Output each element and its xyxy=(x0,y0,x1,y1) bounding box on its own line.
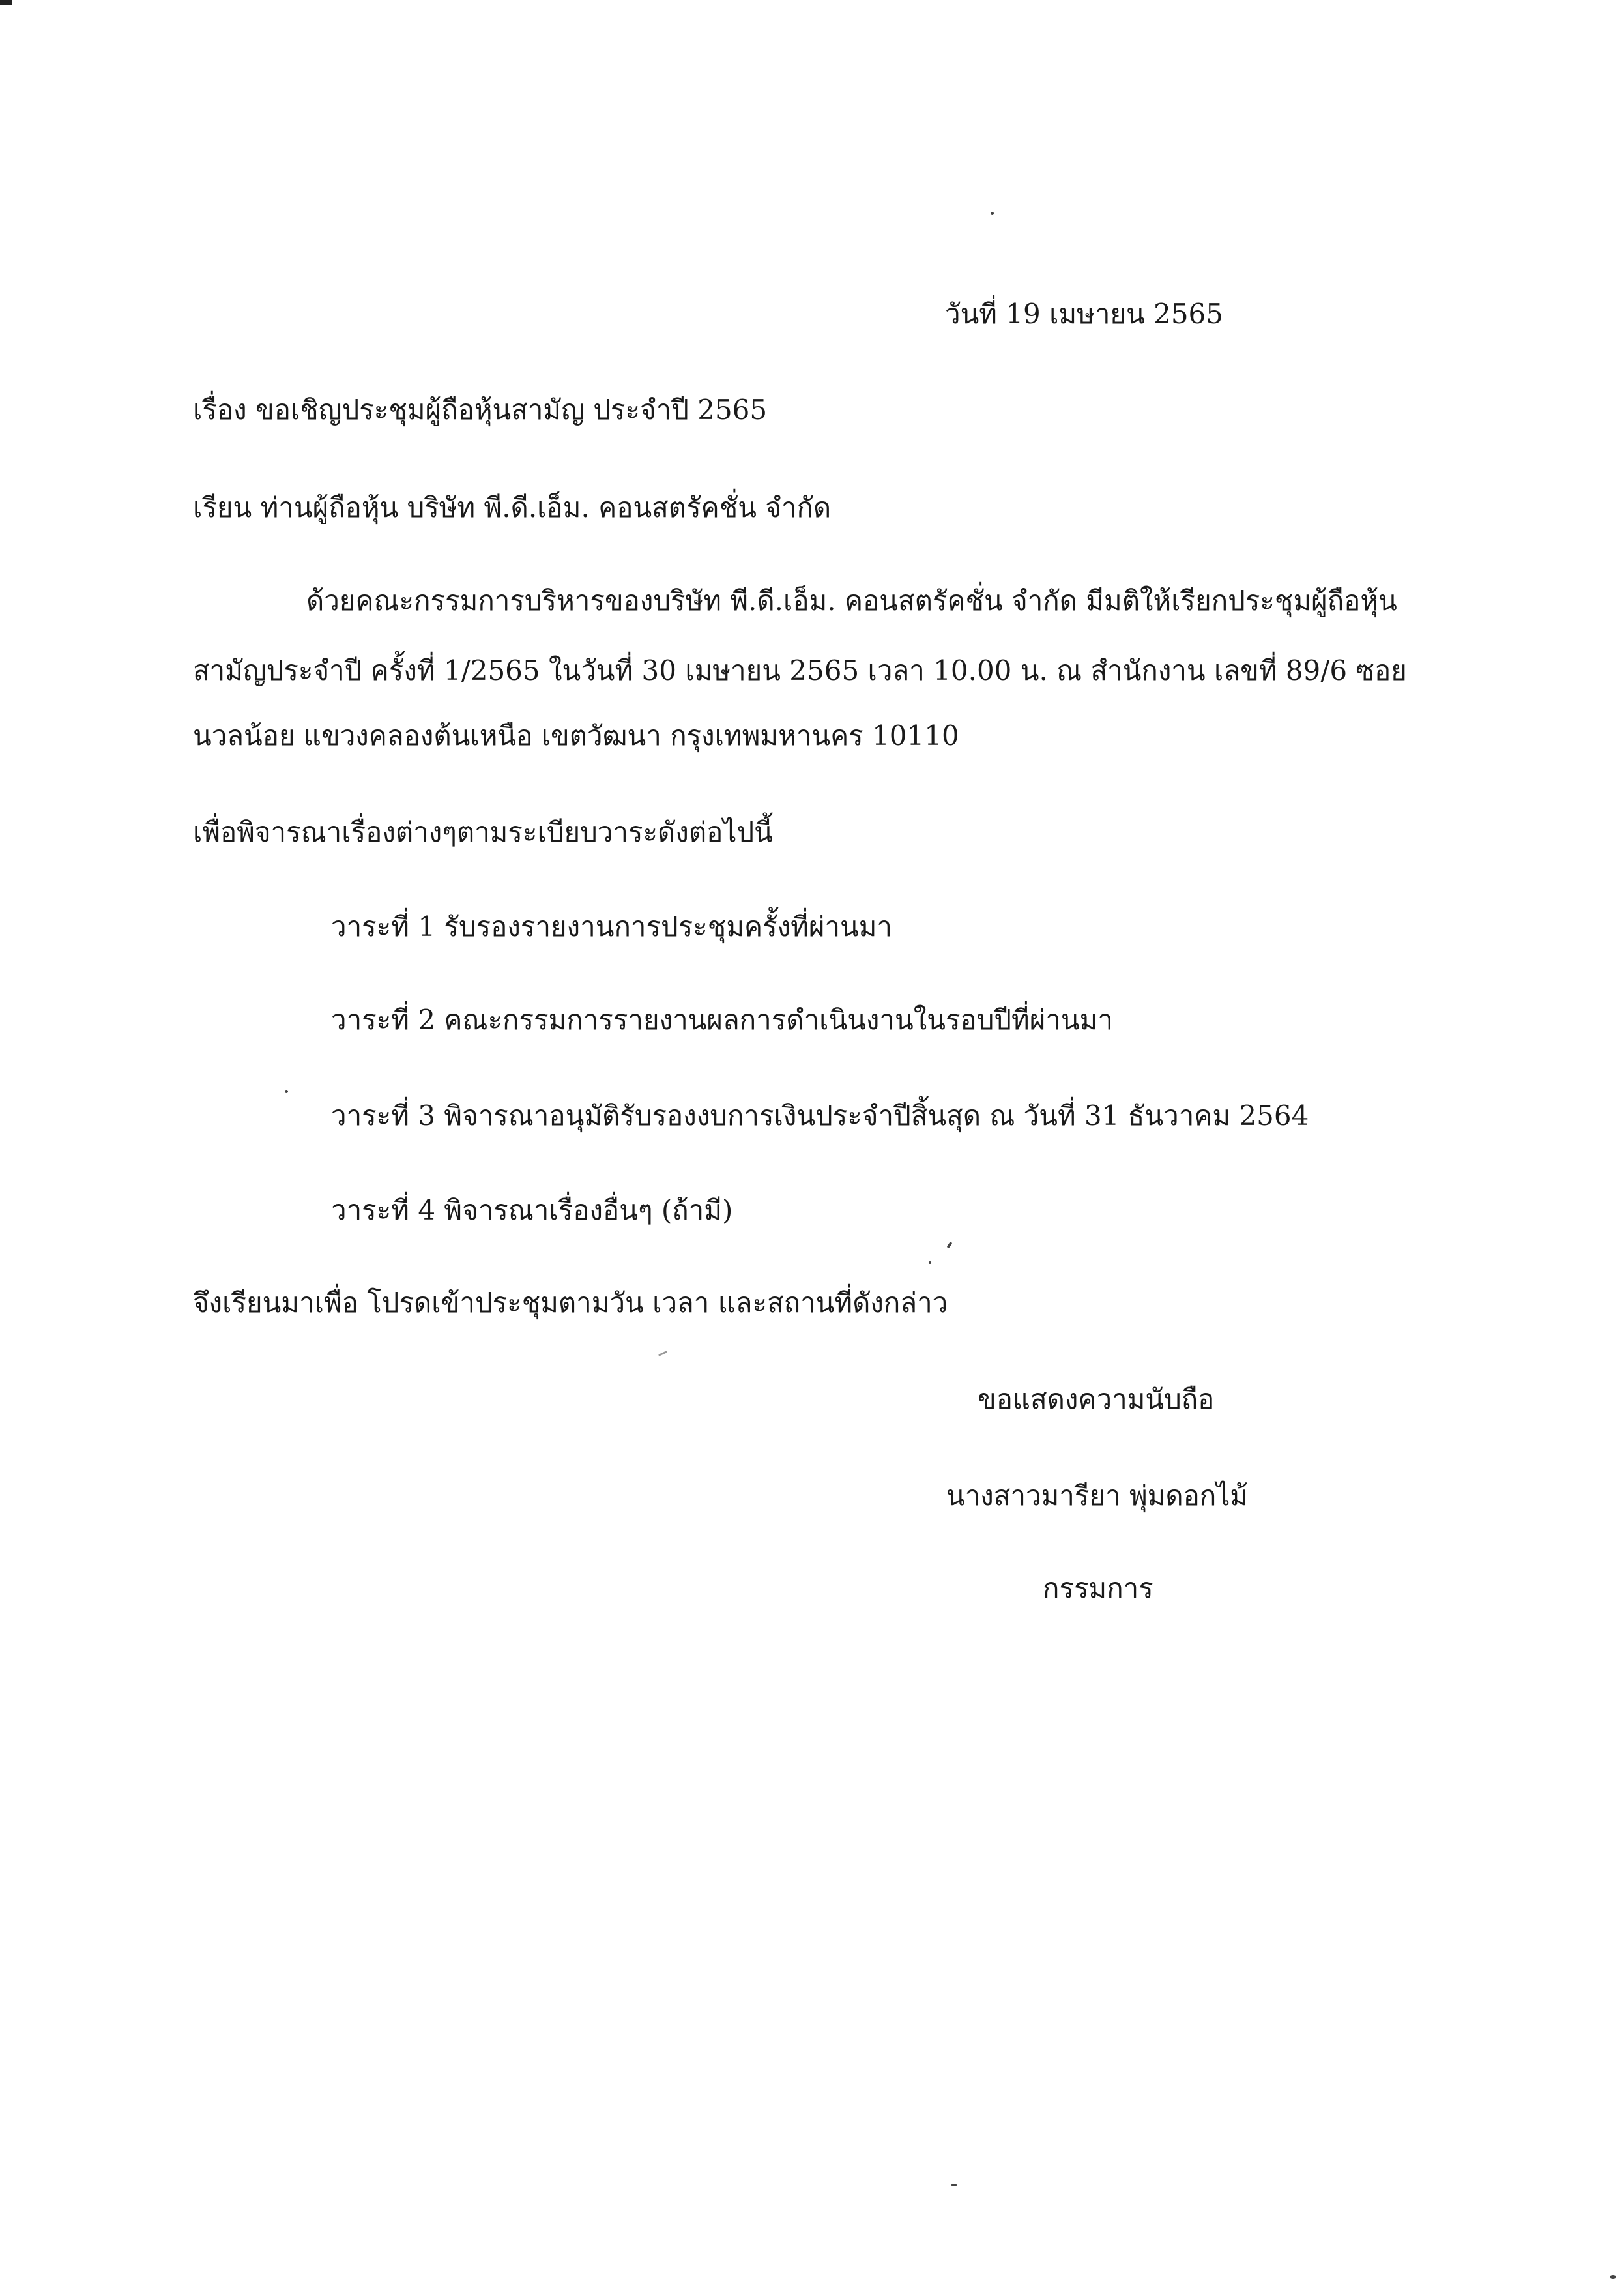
agenda-item-4: วาระที่ 4 พิจารณาเรื่องอื่นๆ (ถ้ามี) xyxy=(331,1194,733,1226)
scan-speck xyxy=(285,1090,288,1093)
signer-name: นางสาวมารียา พุ่มดอกไม้ xyxy=(946,1480,1249,1512)
signer-title: กรรมการ xyxy=(1043,1572,1153,1604)
agenda-item-3: วาระที่ 3 พิจารณาอนุมัติรับรองงบการเงินประจำปีสิ้นสุด ณ วันที่ 31 ธันวาคม 2564 xyxy=(331,1100,1309,1132)
body-line-3: นวลน้อย แขวงคลองต้นเหนือ เขตวัฒนา กรุงเทพมหานคร 10110 xyxy=(193,720,959,752)
agenda-item-2: วาระที่ 2 คณะกรรมการรายงานผลการดำเนินงานในรอบปีที่ผ่านมา xyxy=(331,1004,1113,1036)
scan-speck xyxy=(658,1351,667,1356)
letter-subject: เรื่อง ขอเชิญประชุมผู้ถือหุ้นสามัญ ประจำปี 2565 xyxy=(193,394,768,426)
scan-speck xyxy=(946,1242,952,1248)
closing-sentence: จึงเรียนมาเพื่อ โปรดเข้าประชุมตามวัน เวลา และสถานที่ดังกล่าว xyxy=(193,1287,948,1319)
scan-speck xyxy=(929,1261,931,1264)
sign-off: ขอแสดงความนับถือ xyxy=(978,1383,1215,1415)
agenda-item-1: วาระที่ 1 รับรองรายงานการประชุมครั้งที่ผ่านมา xyxy=(331,911,893,943)
letter-recipient: เรียน ท่านผู้ถือหุ้น บริษัท พี.ดี.เอ็ม. คอนสตรัคชั่น จำกัด xyxy=(193,491,832,523)
body-line-2: สามัญประจำปี ครั้งที่ 1/2565 ในวันที่ 30 เมษายน 2565 เวลา 10.00 น. ณ สำนักงาน เลขที่ 89/6 ซอย xyxy=(193,654,1407,686)
scan-speck xyxy=(951,2184,957,2186)
scan-corner-mark xyxy=(0,0,12,5)
scan-speck xyxy=(1610,2275,1616,2279)
scan-speck xyxy=(991,212,994,215)
body-line-1: ด้วยคณะกรรมการบริหารของบริษัท พี.ดี.เอ็ม. คอนสตรัคชั่น จำกัด มีมติให้เรียกประชุมผู้ถือหุ้น xyxy=(306,585,1397,617)
agenda-intro: เพื่อพิจารณาเรื่องต่างๆตามระเบียบวาระดังต่อไปนี้ xyxy=(193,816,773,848)
letter-date: วันที่ 19 เมษายน 2565 xyxy=(945,298,1223,330)
